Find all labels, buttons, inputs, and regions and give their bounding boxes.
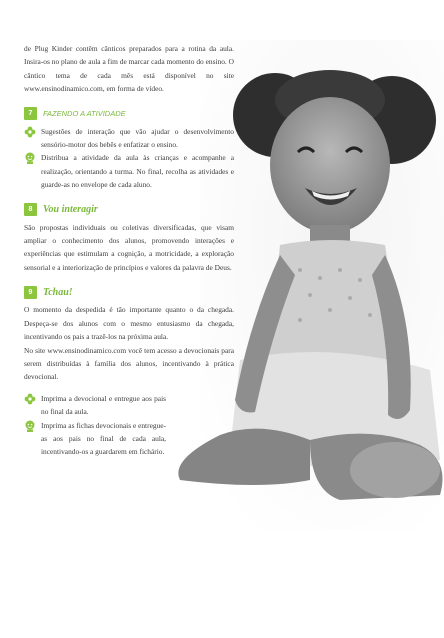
list-item (24, 419, 234, 459)
flower-icon (24, 393, 36, 405)
section-title: Tchau! (43, 286, 73, 298)
list-item-text: Sugestões de interação que vão ajudar o desenvolvimento sensório-motor dos bebês e enfatizar o ensino. (41, 126, 234, 150)
section-9-paragraph-site: No site www.ensinodinamico.com você tem acesso a devocionais para serem distribuídas à família dos alunos, incentivando à prática devocional. (24, 345, 234, 382)
list-item (24, 125, 234, 152)
section-number-badge: 9 (24, 286, 37, 299)
list-item (24, 151, 234, 191)
list-item-text: Imprima a devocional e entregue aos pais no final da aula. (41, 393, 166, 417)
child-face-icon (24, 420, 36, 432)
child-face-icon (24, 152, 36, 164)
list-item-text: Imprima as fichas devocionais e entregue-as aos pais no final de cada aula, incentivando-os a guardarem em fichário. (41, 420, 166, 457)
text-column (24, 42, 234, 459)
flower-icon (24, 126, 36, 138)
section-number-badge: 7 (24, 107, 37, 120)
section-9-paragraph: O momento da despedida é tão importante quanto o da chegada. Despeça-se dos alunos com o mesmo entusiasmo da chegada, incentivando os pais a trazê-los na próxima aula. (24, 305, 234, 342)
section-number-badge: 8 (24, 203, 37, 216)
list-item-text: Distribua a atividade da aula às crianças e acompanhe a realização, orientando a turma. No final, recolha as atividades e guarde-as no envelope de cada aluno. (41, 153, 234, 190)
section-8-heading (24, 203, 234, 217)
list-item (24, 392, 234, 419)
intro-paragraph: de Plug Kinder contêm cânticos preparados para a rotina da aula. Insira-os no plano de aula a fim de marcar cada momento do ensino. O cântico tema de cada mês está disponível no site www.ensinodinamico.com, em forma de vídeo. (24, 44, 234, 94)
section-title: Vou interagir (43, 203, 98, 215)
section-7-heading (24, 107, 234, 121)
section-title: FAZENDO A ATIVIDADE (43, 108, 126, 118)
section-8-paragraph: São propostas individuais ou coletivas diversificadas, que visam ampliar o conhecimento dos alunos, promovendo interações e experiências que estimulam a cognição, a motricidade, a exploração sensorial e a interiorização de princípios e valores da palavra de Deus. (24, 222, 234, 272)
section-9-heading (24, 285, 234, 299)
